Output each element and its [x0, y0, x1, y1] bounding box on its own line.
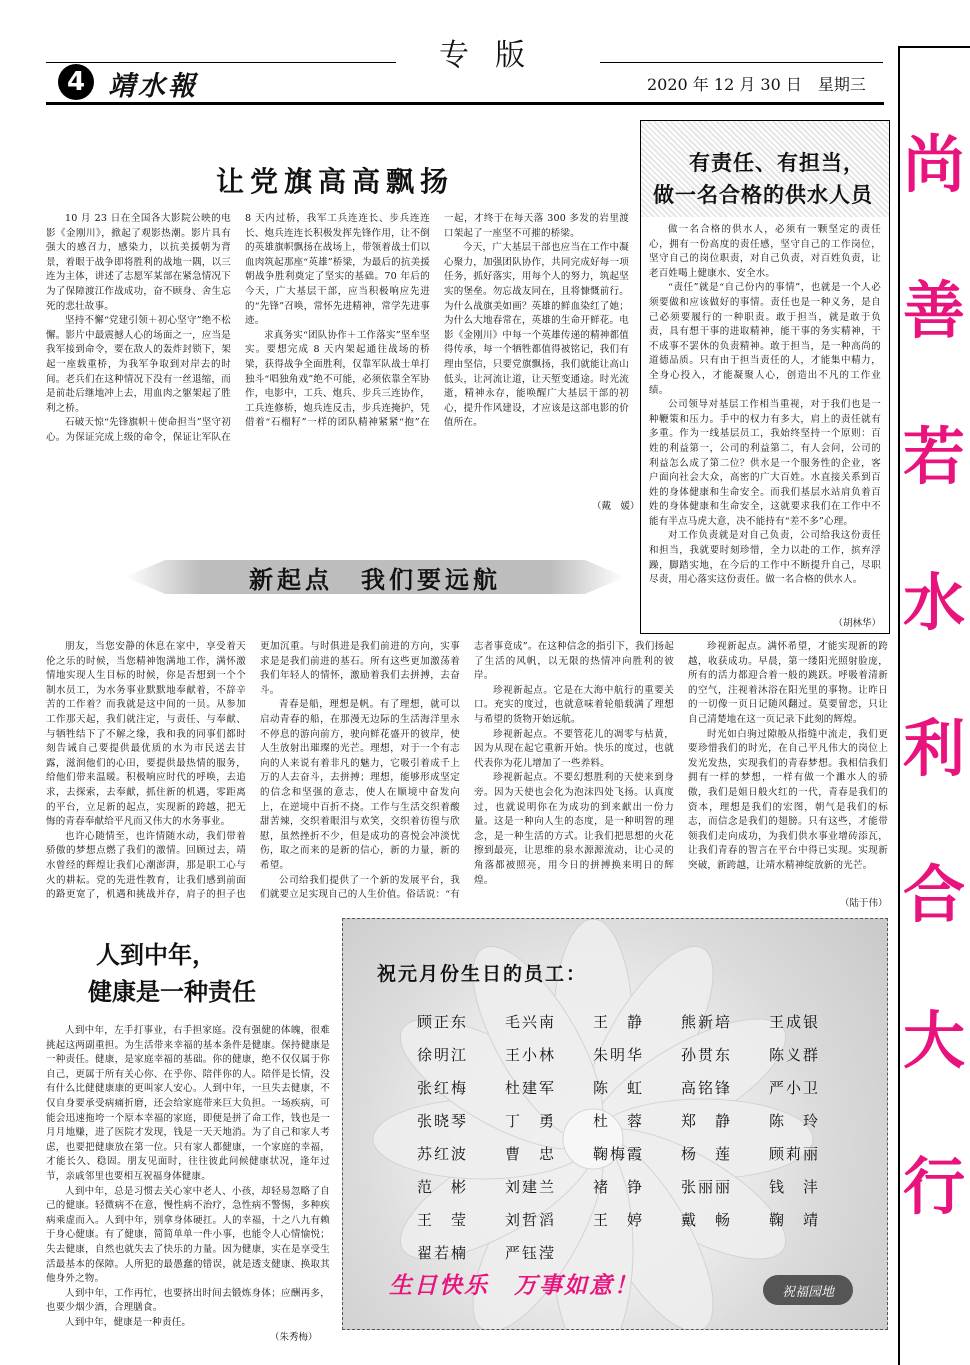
birthday-corner-label: 祝福园地: [781, 1284, 834, 1300]
birthday-name: 陈义群: [769, 1046, 821, 1064]
article3-para: 珍视新起点。不要管花儿的凋零与枯黄，因为从现在起它重新开始。快乐的度过，也就代表你为花儿增加了一些养料。: [474, 728, 674, 769]
birthday-name: 张红梅: [417, 1079, 469, 1097]
birthday-name: 曹 忠: [505, 1145, 557, 1163]
birthday-name: 陈 玲: [769, 1112, 821, 1130]
article2-byline: （胡林华）: [833, 618, 881, 629]
birthday-name-row: [417, 1044, 857, 1077]
birthday-name: 张丽丽: [681, 1178, 733, 1196]
article3-para: 也许心随情至，也许情随水动，我们带着骄傲的梦想点燃了我们的激情。回顾过去，靖水曾经的辉煌让我们心潮澎湃，那是职工心与火的耕耘。党的先进性教育，让我们感到前面的路更宽了，机遇和挑战并存，肩子的担子也更加沉重。与时俱进是我们前进的方向，实事求是是我们前进的基石。所有这些更加激荡着我们年轻人的情怀，激励着我们去拼搏，去奋斗。: [46, 641, 460, 901]
birthday-name: 王 婷: [593, 1211, 645, 1229]
sidebar-char: 尚: [902, 128, 965, 201]
article4-para: 人到中年，总是习惯去关心家中老人、小孩，却轻易忽略了自己的健康。轻微病不在意，慢性病不治疗，急性病不警惕，多种疾病乘虚而入。人到中年，别拿身体硬扛。人的幸福，十之八九有赖于身心健康。有了健康，简简单单一件小事，也能令人心情愉悦；失去健康，自然也就失去了快乐的力量。因为健康，实在是享受生活最基本的保障。人所犯的最愚蠢的错误，就是透支健康、换取其他身外之物。: [46, 1185, 330, 1285]
article2-body: [649, 223, 881, 611]
article3-para: 朋友，当您安静的休息在家中，享受着天伦之乐的时候，当您精神饱满地工作，满怀激情地实现人生目标的时候，你是否想到一个个制水员工，为水务事业默默地奉献着，不辞辛苦的工作着？而我就是这中间的一员。从参加工作那天起，我们就注定，与责任、与奉献、与牺牲结下了不解之缘，我和我的同事们都时刻告诫自己要提供最优质的水为市民送去甘露，滋润他们的心田，要提供最热情的服务，给他们带来温暖。积极响应时代的呼唤，去追求，去探索，去奉献，抓住新的机遇，零距离的平台，立足新的起点，实现新的跨越，把无悔的青春奉献给平凡而又伟大的水务事业。: [46, 641, 246, 828]
article3-para: 公司给我们提供了一个新的发展平台，我们就要立足实现自己的人生价值。俗话说：“有志者事竟成”。在这种信念的指引下，我们扬起了生活的风帆，以无限的热情冲向胜利的彼岸。: [260, 641, 674, 901]
article4-title-line1: 人到中年，: [96, 940, 216, 969]
birthday-name: 鞠 靖: [769, 1211, 821, 1229]
article3-para: 珍视新起点。满怀希望，才能实现新的跨越，收获成功。早晨，第一缕阳光照射脸庞，所有的活力都迎合着一般的跳跃。呼吸着清新的空气，注视着沐浴在阳光里的事物。让昨日的一切像一页日记随风翻过。莫要留恋，只让自己清楚地在这一页记录下此刻的辉煌。: [688, 641, 888, 725]
article2-title-line1: 有责任、有担当，: [689, 150, 865, 175]
article2-para: 做一名合格的供水人，必须有一颗坚定的责任心，拥有一份高度的责任感，坚守自己的工作岗位，坚守自己的岗位职责，对自己负责，对百姓负责，让老百姓喝上健康水、安全水。: [649, 224, 881, 279]
sidebar-frame: [898, 46, 970, 1365]
birthday-name-row: [417, 1011, 857, 1044]
birthday-name: 杜 蓉: [593, 1112, 645, 1130]
article3-para: 青春是船，理想是帆。有了理想，就可以启动青春的船，在那漫无边际的生活海洋里永不停息的游向前方，驶向鲜花盛开的彼岸，使人生放射出璀璨的光芒。理想，对于一个有志向的人来说有着非凡的魅力，它吸引着成千上万的人去奋斗，去拼搏；理想，能够形成坚定的信念和坚强的意志，使人在顺境中奋发向上，在逆境中百折不挠。工作与生活交织着酸甜苦辣，交织着眼泪与欢笑，交织着彷徨与欣慰，虽然挫折不少，但是成功的喜悦会冲淡忧伤，取之而来的是新的信心，新的力量，新的希望。: [260, 699, 460, 871]
article4-body: [46, 1024, 330, 1342]
article1-byline: （戴 媛）: [592, 501, 640, 512]
sidebar-char: 水: [902, 566, 965, 639]
header-rule-bottom: [46, 102, 884, 105]
issue-date: 2020 年 12 月 30 日 星期三: [647, 75, 866, 94]
article3-para: 时光如白驹过隙般从指缝中流走，我们更要珍惜我们的时光，在自己平凡伟大的岗位上发光发热，实现我们的青春梦想。我相信我们拥有一样的梦想，一样有做一个濉水人的骄傲，我们是姐日般火红的一代，青春是我们的资本，理想是我们的宏图，朝气是我们的标志，而信念是我们的翅膀。只有这些，才能带领我们走向成功，为我们供水事业增砖添瓦，让我们青春的智言在平台中得已实现。实现新突破，新跨越，让靖水精神绽放新的光芒。: [688, 728, 888, 871]
paper-name: 靖水報: [108, 71, 198, 102]
birthday-name: 陈 虹: [593, 1079, 645, 1097]
article2-para: 对工作负责就是对自己负责，公司给我这份责任和担当，我就要时刻珍惜，全力以赴的工作，摈弃浮躁，脚踏实地，在今后的工作中不断提升自己，尽职尽责，用心落实这份责任。做一名合格的供水人。: [649, 530, 881, 586]
article3-para: 珍视新起点。它是在大海中航行的重要关口。充实的度过，也就意味着轮船载满了理想与希望的货物开始远航。: [474, 684, 674, 725]
birthday-name: 王 静: [593, 1013, 645, 1031]
article1-body: [46, 212, 629, 510]
birthday-name: 苏红波: [417, 1145, 469, 1163]
article4-para: 人到中年，健康是一种责任。: [65, 1316, 192, 1328]
sidebar-char: 若: [902, 420, 965, 493]
article4-byline: （朱秀梅）: [270, 1332, 318, 1343]
birthday-name: 范 彬: [417, 1178, 469, 1196]
birthday-name: 王 莹: [417, 1211, 469, 1229]
article3-body: [46, 640, 888, 905]
header-rule-top: [46, 62, 396, 63]
birthday-name: 顾莉丽: [769, 1145, 821, 1163]
birthday-name-row: [417, 1176, 857, 1209]
birthday-name: 严钰滢: [505, 1244, 557, 1262]
birthday-name: 鞠梅霞: [593, 1145, 645, 1163]
birthday-name: 孙贯东: [681, 1046, 733, 1064]
birthday-name: 严小卫: [769, 1079, 821, 1097]
birthday-name-row: [417, 1110, 857, 1143]
birthday-name: 徐明江: [417, 1046, 469, 1064]
birthday-name: 顾正东: [417, 1013, 469, 1031]
sidebar-char: 合: [902, 858, 965, 931]
birthday-name: 杜建军: [505, 1079, 557, 1097]
birthday-name: 王成银: [769, 1013, 821, 1031]
article4-para: 人到中年，左手打事业，右手担家庭。没有强健的体魄，很难挑起这两副重担。为生活带来幸福的基本条件是健康。保持健康是一种责任。健康，是家庭幸福的基础。你的健康，绝不仅仅属于你自己，更属于所有关心你、在乎你、陪伴你的人。陪伴是长情，没有什么比健健康康的更叫家人安心。人到中年，一旦失去健康，不仅自身要承受病痛折磨，还会给家庭带来巨大负担。一场疾病，可能会迅速拖垮一个原本幸福的家庭，即便是拼了命工作，钱也是一月月地赚，进了医院才发现，钱是一天天地消。为了自己和家人考虑，也要把健康放在第一位。只有家人都健康，一个家庭的幸福，才能长久、稳固。朋友见面时，往往彼此问候健康状况，逢年过节，亲戚邻里也要相互祝福身体健康。: [46, 1025, 330, 1182]
page-number-badge: [58, 64, 94, 100]
birthday-name: 朱明华: [593, 1046, 645, 1064]
article4-title-line2: 健康是一种责任: [88, 977, 256, 1006]
birthday-name: 张晓琴: [417, 1112, 469, 1130]
birthday-name: 毛兴南: [505, 1013, 557, 1031]
article1-para: 坚持不懈“党建引领＋初心坚守”绝不松懈。影片中最震撼人心的场面之一，应当是我军接到命令，要在敌人的轰炸封锁下，架起一座载重桥，为我军争取到对岸去的时间。老兵们在这种情况下没有一丝退缩，而是前赴后继地冲上去，用血肉之躯架起了胜利之桥。: [46, 315, 231, 414]
article1-para: 求真务实“团队协作＋工作落实”坚牟坚实。要想完成 8 天内架起通往战场的桥梁，获得战争全面胜利，仅靠军队战士单打独斗“唱独角戏”绝不可能，必须依靠全军协作，电影中，工兵、炮兵、步兵三连协作，工兵连修桥，炮兵连反击，步兵连掩护，凭借着“石榴籽”一样的团队精神紧紧“抱”在一起，才终于在每天落 300 多发的岩里渡口架起了一座坚不可摧的桥梁。: [245, 213, 629, 429]
birthday-name: 戴 畅: [681, 1211, 733, 1229]
birthday-name-row: [417, 1209, 857, 1242]
article2-box: [640, 120, 890, 634]
birthday-name: 王小林: [505, 1046, 557, 1064]
article3-para: 珍视新起点。不要幻想胜利的天使来到身旁。因为天使也会化为泡沫四处飞扬。认真度过，也就说明你在为成功的到来献出一份力量。这是一种向人生的态度，是一种明智的理念，是一种生活的方式。让我们把思想的火花擦到最亮，让思维的泉水源源流动，让心灵的角落都被照亮，用今日的拼搏换来明日的辉煌。: [474, 772, 674, 886]
birthday-name: 丁 勇: [505, 1112, 557, 1130]
article1-para: 石破天惊“先锋旗帜＋使命担当”坚守初心。为保证完成上级的命令，保证让军队在 8 天内过桥，我军工兵连连长、步兵连连长、炮兵连连长积极发挥先锋作用，让不倒的英雄旗帜飘扬在战场上，带领着战士们以血肉筑起那座“英雄”桥梁，为最后的抗美援朝战争胜利奠定了坚实的基础。70 年后的今天，广大基层干部，应当积极响应先进的“先锋”召唤，常怀先进精神，常学先进事迹。: [46, 213, 430, 443]
article2-para: “责任”就是“自己份内的事情”，也就是一个人必须要做和应该做好的事情。责任也是一种义务，是自己必须要履行的一种职责。敢于担当，就是敢于负责，具有想干事的进取精神，能干事的务实精神，干不成事不罢休的负责精神。敢于担当，是一种高尚的道德品质。只有由于担当责任的人，才能集中精力，全身心投入，才能凝聚人心，创造出不凡的工作业绩。: [649, 282, 881, 396]
birthday-panel: [342, 918, 888, 1330]
birthday-name-list: [417, 1011, 857, 1275]
article1-title: 让党旗高高飘扬: [216, 165, 455, 198]
birthday-name: 钱 沣: [769, 1178, 821, 1196]
birthday-name: 刘哲滔: [505, 1211, 557, 1229]
birthday-name: 刘建兰: [505, 1178, 557, 1196]
sidebar-slogan: [894, 128, 970, 1302]
section-title: [395, 30, 595, 74]
birthday-name: 杨 莲: [681, 1145, 733, 1163]
sidebar-char: 利: [902, 712, 965, 785]
birthday-name: 翟若楠: [417, 1244, 469, 1262]
section-label: 专版: [439, 38, 551, 73]
birthday-name-row: [417, 1143, 857, 1176]
birthday-name: 熊新培: [681, 1013, 733, 1031]
birthday-name-row: [417, 1077, 857, 1110]
page-number: 4: [66, 67, 86, 97]
birthday-name: 高铭锋: [681, 1079, 733, 1097]
birthday-greeting: 生日快乐 万事如意！: [389, 1272, 639, 1299]
article2-para: 公司领导对基层工作相当重视，对于我们也是一种鞭策和压力。手中的权力有多大，肩上的责任就有多重。作为一线基层员工，我始终坚持一个原则：百姓的利益第一，公司的利益第二，有人会问，公司的利益怎么成了第二位？供水是一个服务性的企业，客户面向社会大众，高密的广大百姓。水直接关系到百姓的身体健康和生命安全。而我们基层水站肩负着百姓的身体健康和生命安全，这就要求我们在工作中不能有半点马虎大意，决不能持有“差不多”心理。: [649, 399, 881, 527]
article3-banner: [125, 552, 625, 602]
header-rule-top-right: [600, 62, 883, 63]
article3-banner-title: 新起点 我们要远航: [249, 565, 501, 594]
article4-para: 人到中年，工作再忙，也要挤出时间去锻炼身体；应酬再多，也要少烟少酒，合理膳食。: [46, 1287, 330, 1314]
article3-byline: （陆于伟）: [840, 898, 888, 909]
birthday-name: 郑 静: [681, 1112, 733, 1130]
article1-para: 今天，广大基层干部也应当在工作中凝心聚力，加强团队协作，共同完成好每一项任务，抓好落实，用每个人的努力，筑起坚实的堡垒。勿忘战友同在，且将慷慨前行。为什么战旗美如画？英雄的鲜血染红了她；为什么大地春常在，英雄的生命开鲜花。电影《金刚川》中每一个英雄传递的精神都值得传承，每一个牺牲都值得被铭记，我们有理由坚信，只要党旗飘扬，我们就能让高山低头，让河流让道，让天堑变通途。时光流逝，精神永存，能唤醒广大基层干部的初心，提升作风建设，才应该是这部电影的价值所在。: [444, 242, 629, 429]
sidebar-char: 大: [902, 1004, 965, 1077]
birthday-name: 褚 铮: [593, 1178, 645, 1196]
birthday-title: 祝元月份生日的员工：: [377, 963, 588, 985]
article1-para: 10 月 23 日在全国各大影院公映的电影《金刚川》，掀起了观影热潮。影片具有强大的感召力，感染力，以抗美援朝为背景，着眼于战争即将胜利的战地一隅，以三连为主体，讲述了志愿军某部在紧急情况下为了保障渡江作战成功，奋不顾身、舍生忘死的悲壮故事。: [46, 213, 231, 312]
sidebar-char: 善: [902, 274, 965, 347]
birthday-corner-badge: [763, 1275, 853, 1305]
article2-title-line2: 做一名合格的供水人员: [653, 182, 873, 207]
sidebar-char: 行: [902, 1150, 965, 1223]
